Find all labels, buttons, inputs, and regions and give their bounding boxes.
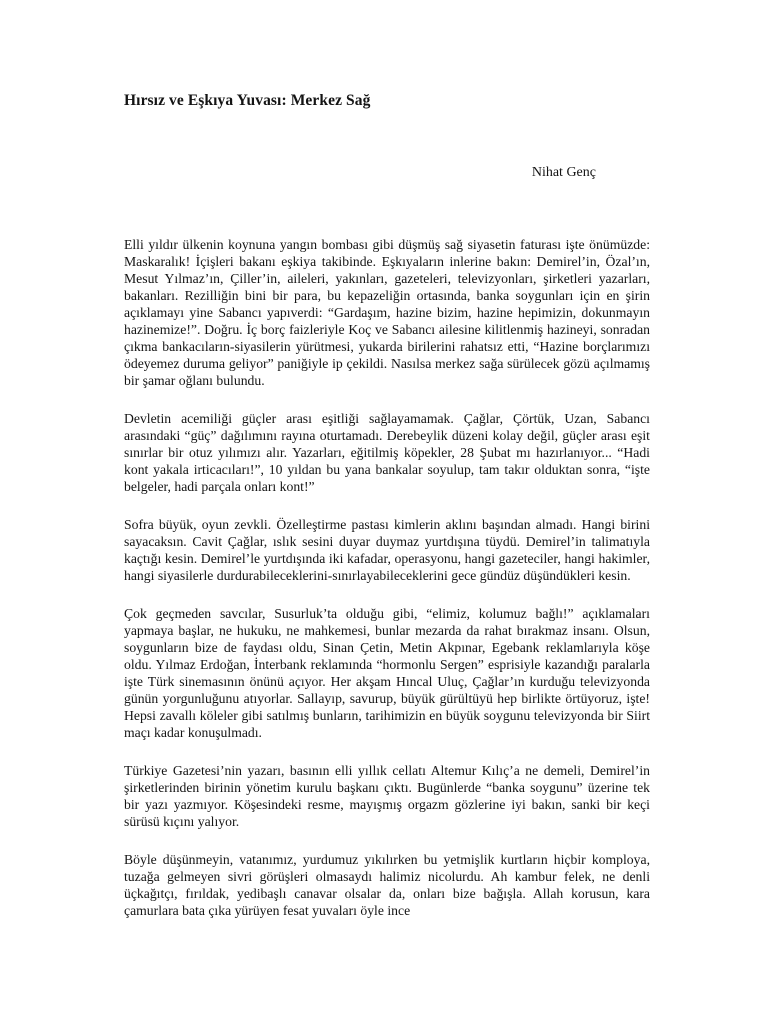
paragraph: Türkiye Gazetesi’nin yazarı, basının elli yıllık cellatı Altemur Kılıç’a ne demeli, Demirel’in şirketlerinden birinin yönetim kurulu başkanı çıktı. Bugünlerde “banka soygunu” üzerine tek bir yazı yazmıyor. Köşesindeki resme, mayışmış orgazm gözlerine iyi bakın, sanki bir keçi sürüsü kıçını yalıyor. [124, 763, 650, 829]
document-body [124, 236, 650, 940]
paragraph: Devletin acemiliği güçler arası eşitliği sağlayamamak. Çağlar, Çörtük, Uzan, Sabancı arasındaki “güç” dağılımını rayına oturtamadı. Derebeylik düzeni kolay değil, güçler arası eşit sınırlar bir otuz yılımızı alır. Yazarları, eğitilmiş köpekler, 28 Şubat mı hazırlanıyor... “Hadi kont yakala irticacıları!”, 10 yıldan bu yana bankalar soyulup, tam takır olduktan sonra, “işte belgeler, hadi parçala onları kont!” [124, 411, 650, 494]
paragraph: Sofra büyük, oyun zevkli. Özelleştirme pastası kimlerin aklını başından almadı. Hangi birini sayacaksın. Cavit Çağlar, ıslık sesini duyar duymaz yurtdışına tüydü. Demirel’in talimatıyla kaçtığı kesin. Demirel’le yurtdışında iki kafadar, operasyonu, hangi gazeteciler, hangi hakimler, hangi siyasilerle durdurabileceklerini-sınırlayabileceklerini gece gündüz düşündükleri kesin. [124, 517, 650, 583]
author-name: Nihat Genç [531, 165, 596, 180]
document-title: Hırsız ve Eşkıya Yuvası: Merkez Sağ [124, 92, 371, 109]
paragraph: Çok geçmeden savcılar, Susurluk’ta olduğu gibi, “elimiz, kolumuz bağlı!” açıklamaları yapmaya başlar, ne hukuku, ne mahkemesi, bunlar mezarda da rahat bırakmaz insanı. Olsun, soygunların bize de faydası oldu, Sinan Çetin, Metin Akpınar, Egebank reklamlarıyla köşe oldu. Yılmaz Erdoğan, İnterbank reklamında “hormonlu Sergen” esprisiyle kazandığı paralarla işte Türk sinemasının önünü açıyor. Her akşam Hıncal Uluç, Çağlar’ın kurduğu televizyonda günün yorgunluğunu atıyorlar. Sallayıp, savurup, büyük gürültüyü hep birlikte örtüyoruz, işte! Hepsi zavallı köleler gibi satılmış bunların, tarihimizin en büyük soygunu televizyonda bir Siirt maçı kadar konuşulmadı. [124, 606, 650, 740]
paragraph: Elli yıldır ülkenin koynuna yangın bombası gibi düşmüş sağ siyasetin faturası işte önümüzde: Maskaralık! İçişleri bakanı eşkiya takibinde. Eşkıyaların inlerine bakın: Demirel’in, Özal’ın, Mesut Yılmaz’ın, Çiller’in, aileleri, yakınları, gazeteleri, televizyonları, şirketleri yazarları, bakanları. Rezilliğin bini bir para, bu kepazeliğin ortasında, banka soygunları için en şirin açıklamayı yine Sabancı yapıverdi: “Gardaşım, hazine bizim, hazine hepimizin, dokunmayın hazinemize!”. Doğru. İç borç faizleriyle Koç ve Sabancı ailesine kilitlenmiş hazineyi, sonradan çıkma bankacıların-siyasilerin yürütmesi, yukarda birilerini rahatsız etti, “Hazine borçlarımızı ödeyemez duruma geliyor” paniğiyle ip çekildi. Nasılsa merkez sağa sürülecek gözü açılmamış bir şamar oğlanı bulundu. [124, 237, 650, 388]
paragraph: Böyle düşünmeyin, vatanımız, yurdumuz yıkılırken bu yetmişlik kurtların hiçbir komploya, tuzağa gelmeyen sivri görüşleri olmasaydı halimiz nicolurdu. Ah kambur felek, ne denli üçkağıtçı, fırıldak, yedibaşlı canavar olsalar da, onları bize bağışla. Allah korusun, kara çamurlara bata çıka yürüyen fesat yuvaları öyle ince [124, 852, 650, 918]
